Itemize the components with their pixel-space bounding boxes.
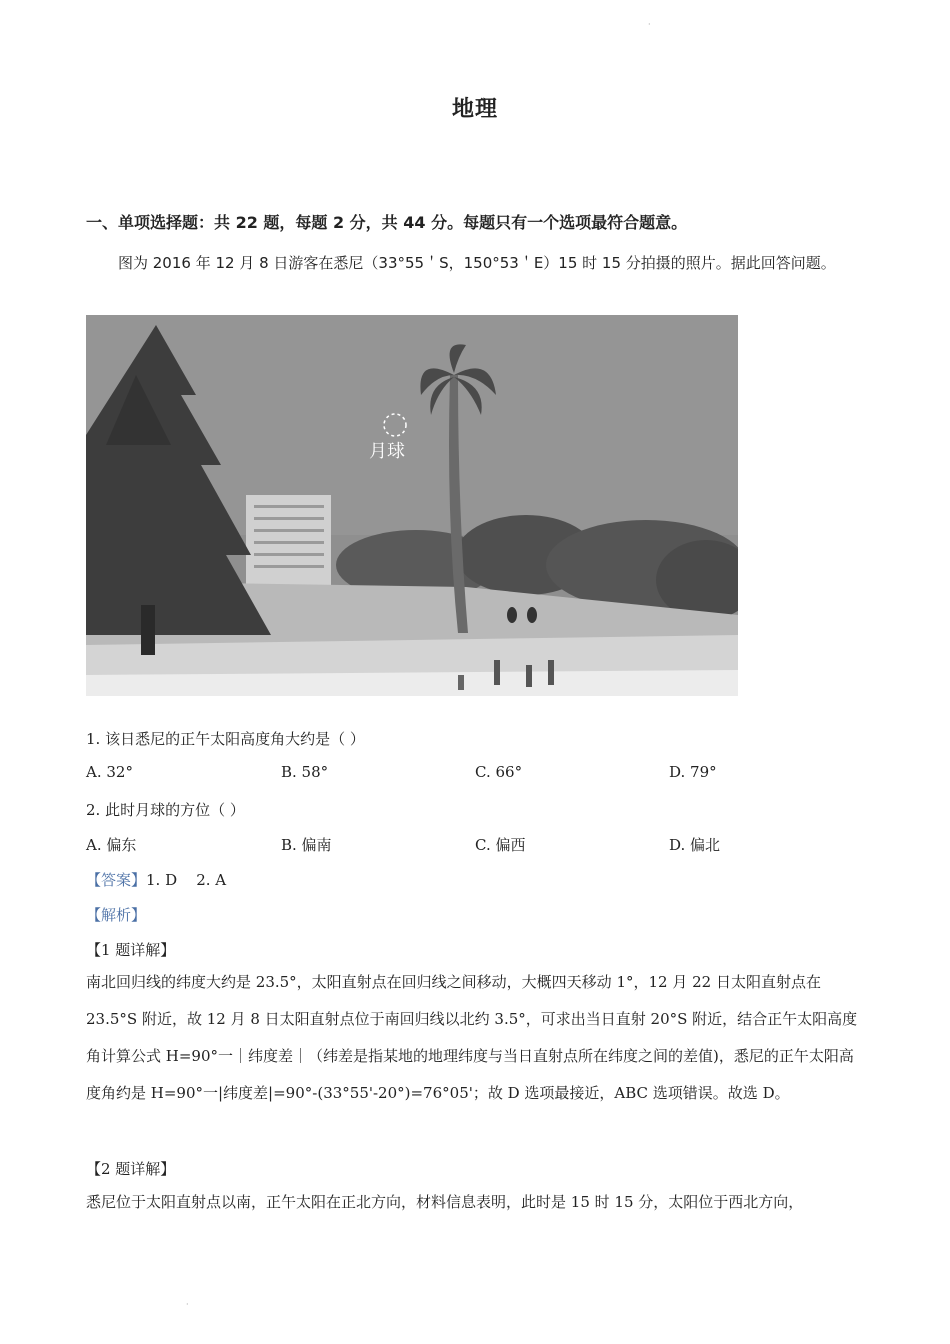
question-2-option-a: A. 偏东	[86, 836, 137, 854]
question-1-stem: 1. 该日悉尼的正午太阳高度角大约是（ ）	[86, 730, 365, 748]
answer-value: 1. D 2. A	[146, 871, 227, 889]
question-1-option-a: A. 32°	[86, 763, 133, 781]
detail-2-body: 悉尼位于太阳直射点以南，正午太阳在正北方向，材料信息表明，此时是 15 时 15 分，太阳位于西北方向，	[86, 1193, 804, 1211]
question-2-option-b: B. 偏南	[281, 836, 332, 854]
section-heading: 一、单项选择题：共 22 题，每题 2 分，共 44 分。每题只有一个选项最符合题意。	[86, 213, 688, 232]
detail-1-body: 南北回归线的纬度大约是 23.5°，太阳直射点在回归线之间移动，大概四天移动 1°，12 月 22 日太阳直射点在 23.5°S 附近，故 12 月 8 日太阳直射点位于南回归线以北约 3.5°，可求出当日直射 20°S 附近，结合正午太阳高度角计算公式 H=90°一｜纬度差｜（纬差是指某地的地理纬度与当日直射点所在纬度之间的差值)，悉尼的正午太阳高度角约是 H=90°一|纬度差|=90°-(33°55'-20°)=76°05'；故 D 选项最接近，ABC 选项错误。故选 D。	[86, 973, 858, 1102]
question-1-option-b: B. 58°	[281, 763, 329, 781]
detail-2-heading: 【2 题详解】	[86, 1160, 176, 1178]
page-mark: ·	[648, 20, 651, 29]
question-1-option-d: D. 79°	[669, 763, 717, 781]
question-intro: 图为 2016 年 12 月 8 日游客在悉尼（33°55＇S，150°53＇E）15 时 15 分拍摄的照片。据此回答问题。	[118, 254, 836, 272]
moon-label: 月球	[369, 441, 405, 462]
question-2-option-c: C. 偏西	[475, 836, 526, 854]
sydney-photo	[86, 315, 738, 696]
page-mark-bottom: ·	[186, 1300, 189, 1309]
analysis-tag-text: 【解析】	[86, 906, 147, 924]
page-title: 地理	[451, 97, 498, 122]
answer-tag: 【答案】	[86, 871, 147, 889]
question-2-option-d: D. 偏北	[669, 836, 721, 854]
analysis-tag	[86, 904, 146, 925]
question-1-option-c: C. 66°	[475, 763, 523, 781]
answer-line	[86, 869, 226, 890]
question-2-stem: 2. 此时月球的方位（ ）	[86, 801, 245, 819]
detail-1-heading: 【1 题详解】	[86, 941, 176, 959]
